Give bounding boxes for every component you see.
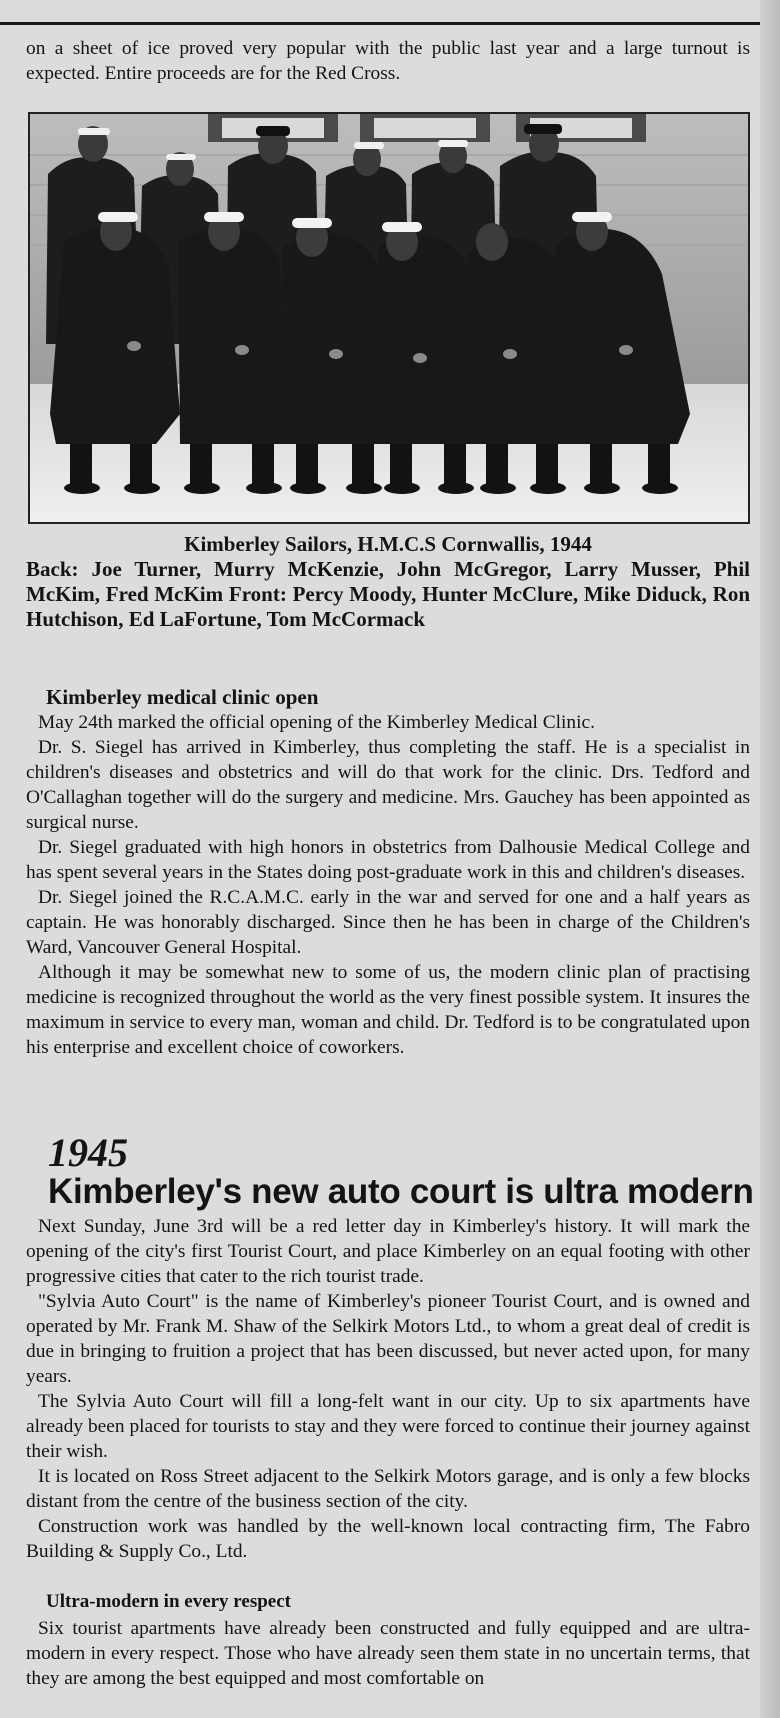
ultra-heading: Ultra-modern in every respect (46, 1591, 291, 1612)
court-paragraph: Construction work was handled by the well-known local contracting firm, The Fabro Building & Supply Co., Ltd. (26, 1516, 750, 1562)
court-paragraph: It is located on Ross Street adjacent to the Selkirk Motors garage, and is only a few blocks distant from the centre of the business section of the city. (26, 1466, 750, 1512)
clinic-heading: Kimberley medical clinic open (46, 685, 319, 709)
court-headline: Kimberley's new auto court is ultra modern (48, 1172, 754, 1211)
page-edge (760, 0, 780, 1718)
ultra-modern-section (26, 1590, 750, 1691)
intro-paragraph: on a sheet of ice proved very popular with the public last year and a large turnout is expected. Entire proceeds are for the Red Cross. (26, 38, 750, 84)
top-rule (0, 22, 780, 25)
court-paragraph: The Sylvia Auto Court will fill a long-felt want in our city. Up to six apartments have already been placed for tourists to stay and they were forced to continue their journey against their wish. (26, 1391, 750, 1462)
court-paragraph: Next Sunday, June 3rd will be a red letter day in Kimberley's history. It will mark the opening of the city's first Tourist Court, and place Kimberley on an equal footing with other progressive cities that cater to the rich tourist trade. (26, 1216, 750, 1287)
sailors-photo (28, 112, 750, 524)
clinic-paragraph: Dr. Siegel graduated with high honors in obstetrics from Dalhousie Medical College and has spent several years in the States doing post-graduate work in this and children's diseases. (26, 837, 750, 883)
court-paragraph: "Sylvia Auto Court" is the name of Kimberley's pioneer Tourist Court, and is owned and operated by Mr. Frank M. Shaw of the Selkirk Motors Ltd., to whom a great deal of credit is due in bringing to fruition a project that has been discussed, but never acted upon, for many years. (26, 1291, 750, 1387)
clinic-paragraph: Although it may be somewhat new to some of us, the modern clinic plan of practising medicine is recognized throughout the world as the very finest possible system. It insures the maximum in service to every man, woman and child. Dr. Tedford is to be congratulated upon his enterprise and excellent choice of coworkers. (26, 962, 750, 1058)
caption-names: Back: Joe Turner, Murry McKenzie, John McGregor, Larry Musser, Phil McKim, Fred McKim Front: Percy Moody, Hunter McClure, Mike Diduck, Ron Hutchison, Ed LaFortune, Tom McCormack (26, 557, 750, 631)
caption-title: Kimberley Sailors, H.M.C.S Cornwallis, 1944 (184, 532, 592, 556)
clinic-paragraph: Dr. S. Siegel has arrived in Kimberley, thus completing the staff. He is a specialist in children's diseases and obstetrics and will do that work for the clinic. Drs. Tedford and O'Callaghan together will do the surgery and medicine. Mrs. Gauchey has been appointed as surgical nurse. (26, 737, 750, 833)
clinic-paragraph: May 24th marked the official opening of the Kimberley Medical Clinic. (38, 712, 595, 733)
auto-court-article (26, 1214, 750, 1564)
clinic-paragraph: Dr. Siegel joined the R.C.A.M.C. early in the war and served for one and a half years as captain. He was honorably discharged. Since then he has been in charge of the Children's Ward, Vancouver General Hospital. (26, 887, 750, 958)
year-heading: 1945 (48, 1130, 128, 1175)
ultra-paragraph: Six tourist apartments have already been constructed and fully equipped and are ultra-modern in every respect. Those who have already seen them state in no uncertain terms, that they are among the best equipped and most comfortable on (26, 1618, 750, 1689)
clinic-article (26, 684, 750, 1060)
photo-caption (26, 532, 750, 632)
